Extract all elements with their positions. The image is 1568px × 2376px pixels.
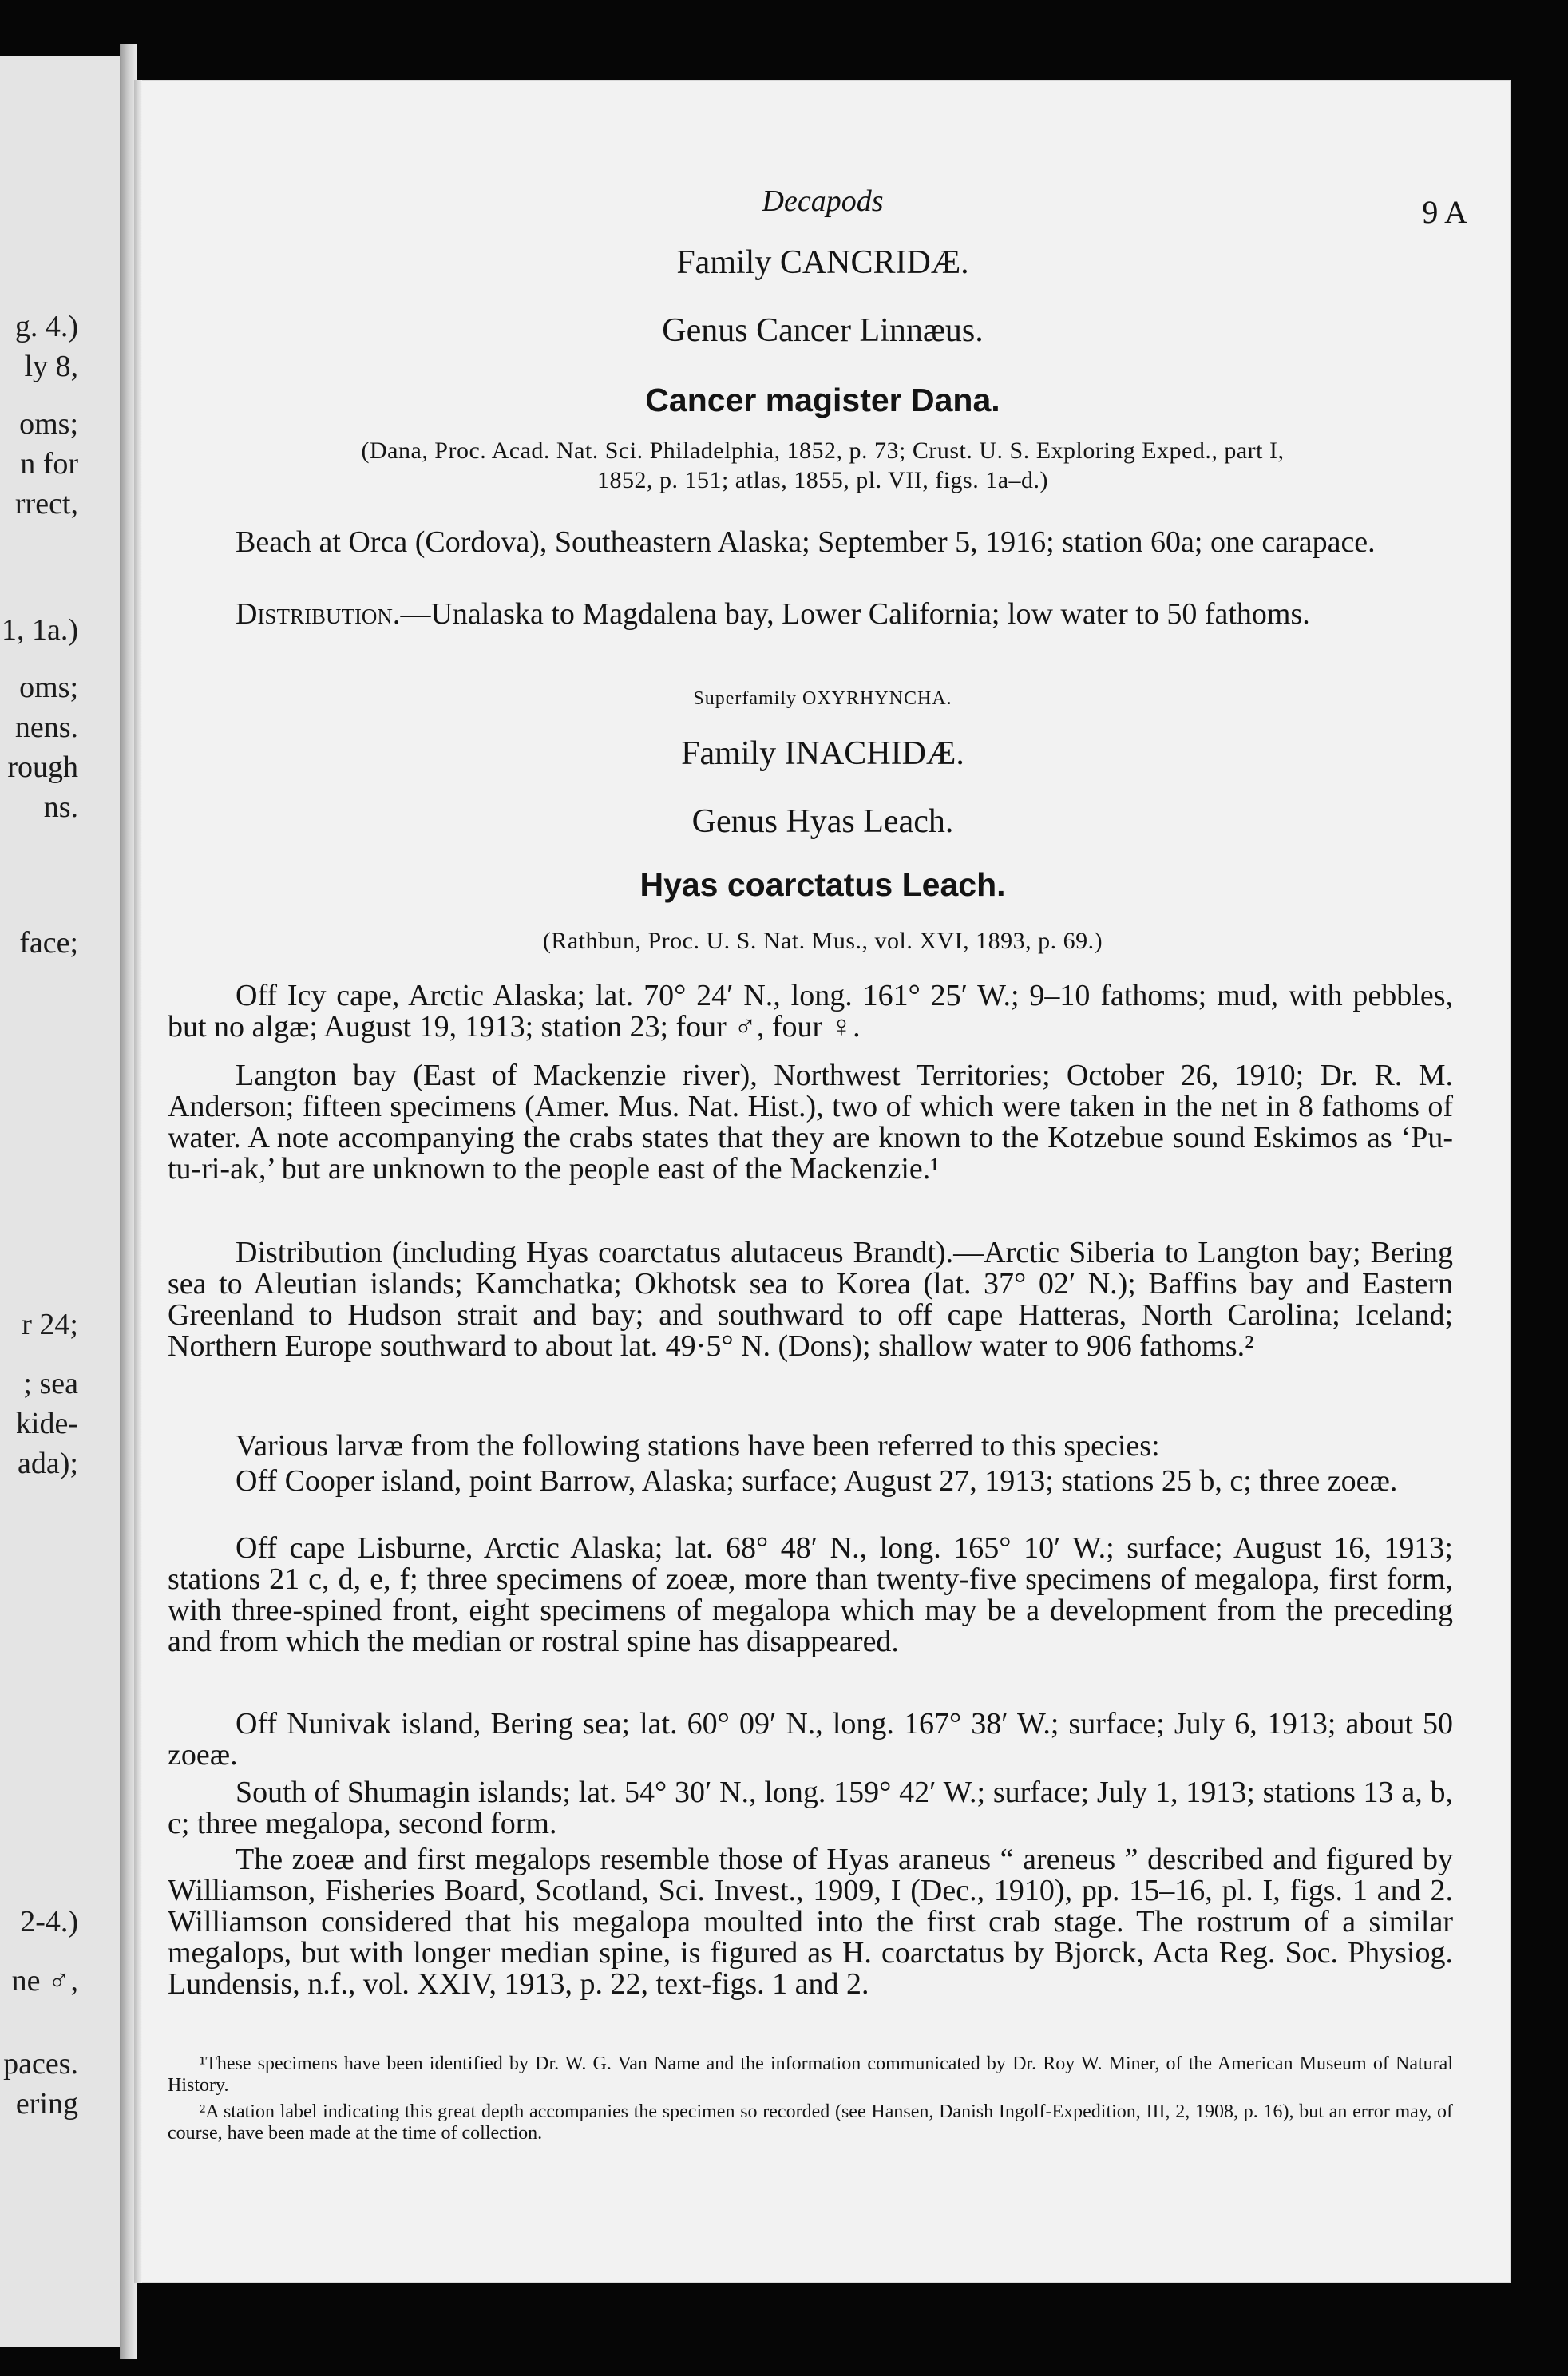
left-text-fragment: 2-4.) [20,1905,78,1938]
left-text-fragment: r 24; [22,1308,78,1341]
body-paragraph: The zoeæ and first megalops resemble those of Hyas araneus “ areneus ” described and figured by Williamson, Fisheries Board, Scotland, Sci. Invest., 1909, I (Dec., 1910), pp. 15–16, pl. I, figs. 1 and 2. Williamson considered that his megalopa moulted into the first crab stage. The rostrum of a similar megalops, but with longer median spine, is figured as H. coarctatus by Bjorck, Acta Reg. Soc. Physiog. Lundensis, n.f., vol. XXIV, 1913, p. 22, text-figs. 1 and 2. [168,1843,1453,2001]
document-page [134,80,1511,2283]
left-text-fragment: rough [7,750,78,784]
left-text-fragment: ne ♂, [11,1964,78,1998]
facing-page-fragment [0,56,120,2347]
body-paragraph: Off Cooper island, point Barrow, Alaska; surface; August 27, 1913; stations 25 b, c; three zoeæ. [236,1464,1398,1498]
reference-line: (Dana, Proc. Acad. Nat. Sci. Philadelphia, 1852, p. 73; Crust. U. S. Exploring Exped., part I, [361,438,1285,464]
record-paragraph: Beach at Orca (Cordova), Southeastern Alaska; September 5, 1916; station 60a; one carapace. [236,525,1376,559]
left-text-fragment: paces. [3,2047,78,2081]
superfamily-heading: Superfamily OXYRHYNCHA. [693,688,952,709]
body-paragraph: South of Shumagin islands; lat. 54° 30′ N., long. 159° 42′ W.; surface; July 1, 1913; stations 13 a, b, c; three megalopa, second form. [168,1776,1453,1840]
body-paragraph: Off cape Lisburne, Arctic Alaska; lat. 68° 48′ N., long. 165° 10′ W.; surface; August 16, 1913; stations 21 c, d, e, f; three specimens of zoeæ, more than twenty-five specimens of megalopa, first form, with three-spined front, eight specimens of megalopa which may be a development from the preceding and from which the median or rostral spine has disappeared. [168,1531,1453,1658]
family-heading-inachidae: Family INACHIDÆ. [681,735,964,772]
left-text-fragment: ns. [43,790,78,824]
left-text-fragment: ly 8, [24,350,78,383]
body-paragraph: Off Icy cape, Arctic Alaska; lat. 70° 24′ N., long. 161° 25′ W.; 9–10 fathoms; mud, with pebbles, but no algæ; August 19, 1913; station 23; four ♂, four ♀. [168,979,1453,1043]
body-paragraph: Distribution (including Hyas coarctatus alutaceus Brandt).—Arctic Siberia to Langton bay; Bering sea to Aleutian islands; Kamchatka; Okhotsk sea to Korea (lat. 37° 02′ N.); Baffins bay and Eastern Greenland to Hudson strait and bay; and southward to off cape Hatteras, North Carolina; Iceland; Northern Europe southward to about lat. 49·5° N. (Dons); shallow water to 906 fathoms.² [168,1236,1453,1363]
left-text-fragment: face; [19,926,78,960]
running-head: Decapods [762,184,884,218]
genus-heading-hyas: Genus Hyas Leach. [691,803,954,840]
left-text-fragment: oms; [19,671,78,704]
body-paragraph: Langton bay (East of Mackenzie river), Northwest Territories; October 26, 1910; Dr. R. M. Anderson; fifteen specimens (Amer. Mus. Nat. Hist.), two of which were taken in the net in 8 fathoms of water. A note accompanying the crabs states that they are known to the Kotzebue sound Eskimos as ‘Pu-tu-ri-ak,’ but are unknown to the people east of the Mackenzie.¹ [168,1059,1453,1186]
left-text-fragment: g. 4.) [14,310,78,343]
distribution-label: Distribution. [236,597,401,631]
body-paragraph: Various larvæ from the following stations have been referred to this species: [236,1429,1160,1463]
species-heading-cancer-magister: Cancer magister Dana. [645,382,1000,418]
genus-heading-cancer: Genus Cancer Linnæus. [662,312,984,349]
footnote: ¹These specimens have been identified by Dr. W. G. Van Name and the information communicated by Dr. Roy W. Miner, of the American Museum of Natural History. [168,2053,1453,2096]
left-text-fragment: ering [15,2087,78,2121]
reference-line: (Rathbun, Proc. U. S. Nat. Mus., vol. XVI, 1893, p. 69.) [542,928,1103,954]
body-paragraph: Off Nunivak island, Bering sea; lat. 60° 09′ N., long. 167° 38′ W.; surface; July 6, 1913; about 50 zoeæ. [168,1707,1453,1772]
family-heading-cancridae: Family CANCRIDÆ. [676,244,969,281]
left-text-fragment: ada); [18,1447,78,1480]
left-text-fragment: nens. [14,711,78,744]
left-text-fragment: n for [20,447,78,481]
left-text-fragment: 1, 1a.) [1,613,78,647]
left-text-fragment: rrect, [14,487,78,521]
distribution-paragraph [168,599,1453,630]
distribution-text: —Unalaska to Magdalena bay, Lower California; low water to 50 fathoms. [400,597,1310,631]
left-text-fragment: oms; [19,407,78,441]
reference-line: 1852, p. 151; atlas, 1855, pl. VII, figs. 1a–d.) [596,467,1049,493]
page-number: 9 A [1422,194,1467,230]
species-heading-hyas-coarctatus: Hyas coarctatus Leach. [639,866,1006,903]
left-text-fragment: ; sea [23,1367,78,1400]
left-text-fragment: kide- [15,1407,78,1440]
footnote: ²A station label indicating this great depth accompanies the specimen so recorded (see Hansen, Danish Ingolf-Expedition, III, 2, 1908, p. 16), but an error may, of course, have been made at the time of collection. [168,2101,1453,2144]
